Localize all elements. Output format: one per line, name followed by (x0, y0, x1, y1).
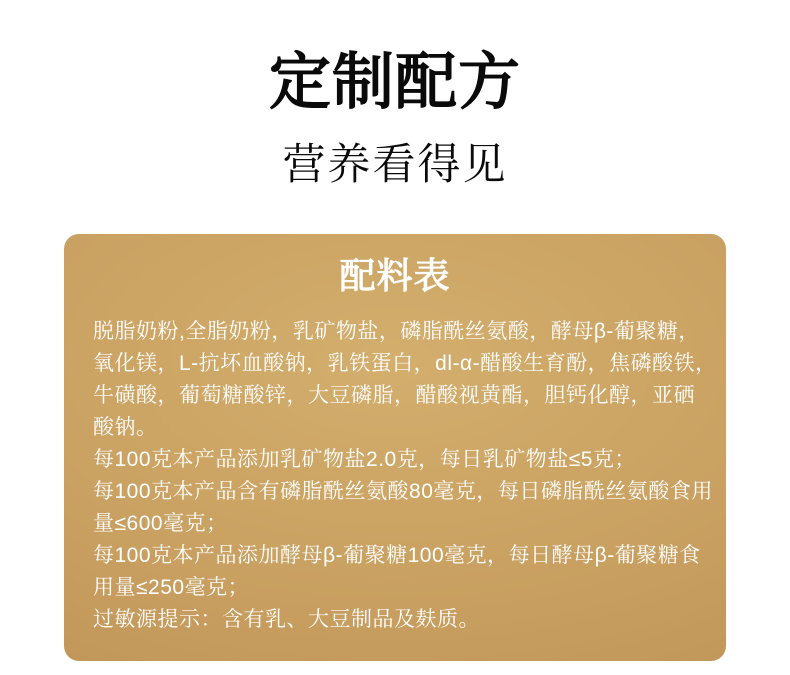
ingredients-line-3: 牛磺酸，葡萄糖酸锌，大豆磷脂，醋酸视黄酯，胆钙化醇，亚硒 (93, 384, 695, 407)
ingredients-line-2: 氧化镁，L-抗坏血酸钠，乳铁蛋白，dl-α-醋酸生育酚，焦磷酸铁， (93, 352, 717, 375)
ingredients-card-body (93, 316, 717, 636)
page-title: 定制配方 (268, 48, 521, 117)
ingredients-line-1: 脱脂奶粉,全脂奶粉，乳矿物盐，磷脂酰丝氨酸，酵母β-葡聚糖， (93, 320, 700, 343)
mineral-salt-statement-line: 每100克本产品添加乳矿物盐2.0克，每日乳矿物盐≤5克； (93, 448, 636, 471)
beta-glucan-statement-line-1: 每100克本产品添加酵母β-葡聚糖100毫克，每日酵母β-葡聚糖食 (93, 544, 701, 567)
allergen-warning-line: 过敏源提示：含有乳、大豆制品及麸质。 (93, 608, 480, 631)
ingredients-card-title: 配料表 (339, 255, 451, 296)
ingredients-card (64, 234, 726, 661)
phosphatidylserine-statement-line-2: 量≤600毫克； (93, 512, 228, 535)
ingredients-line-4: 酸钠。 (93, 416, 158, 439)
beta-glucan-statement-line-2: 用量≤250毫克； (93, 576, 250, 599)
phosphatidylserine-statement-line-1: 每100克本产品含有磷脂酰丝氨酸80毫克，每日磷脂酰丝氨酸食用 (93, 480, 713, 503)
page-subtitle: 营养看得见 (282, 141, 508, 189)
